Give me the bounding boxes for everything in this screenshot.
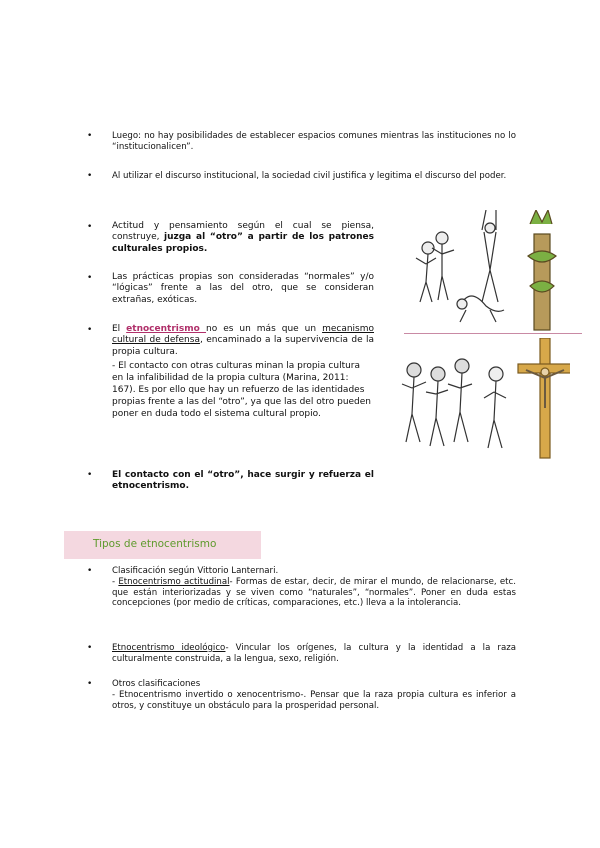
etno-mec-el: El — [112, 324, 127, 334]
etno-definition — [112, 221, 374, 255]
illustration-crucifix-figures — [400, 338, 570, 460]
bullet-2-dot: • — [87, 171, 93, 181]
etno-contacto-sub: - El contacto con otras culturas minan la propia cultura en la infalibilidad de la propia cultura (Marina, 2011: 167). Es por ello que hay un refuerzo de las identidades propias frente a las del “otro”, ya que las del otro pueden poner en duda todo el sistema cultural propio. — [112, 361, 372, 419]
illustration-kneeling-figures — [400, 210, 570, 332]
bullet-6-dot: • — [87, 470, 93, 480]
bullet-9-dot: • — [87, 679, 93, 689]
etno-mecanismo — [112, 324, 374, 358]
clasif-lanternari-title: Clasificación según Vittorio Lanternari. — [112, 566, 279, 576]
clasif-actitudinal-text: - Formas de estar, decir, de mirar el mundo, de relacionarse, etc. que están interiorizadas y se viven como “naturales”, “normales”. Poner en duda estas concepciones (por medio de críticas, comparaciones, etc.) lleva a la intolerancia. — [112, 577, 516, 609]
section-title: Tipos de etnocentrismo — [93, 538, 217, 550]
etno-term: etnocentrismo — [126, 324, 207, 334]
bullet-2-text: Al utilizar el discurso institucional, la sociedad civil justifica y legitima el discurso del poder. — [112, 171, 507, 181]
bullet-1-text: Luego: no hay posibilidades de establecer espacios comunes mientras las instituciones no lo “institucionalicen”. — [112, 131, 516, 152]
clasif-ideologico-text: - Vincular los orígenes, la cultura y la identidad a la raza culturalmente construida, a la lengua, sexo, religión. — [112, 643, 517, 664]
etno-mec-term: mecanismo cultural de defensa — [112, 324, 374, 346]
bullet-1-dot: • — [87, 131, 93, 141]
clasif-ideologico — [112, 643, 516, 664]
clasif-xenocentrismo: - Etnocentrismo invertido o xenocentrismo-. Pensar que la raza propia cultura es inferior a otros, y constituye un obstáculo para la prosperidad personal. — [112, 690, 516, 711]
illustration-divider — [404, 333, 582, 334]
bullet-8-dot: • — [87, 643, 93, 653]
etno-def-juzga: juzga — [164, 232, 192, 243]
bullet-7-dot: • — [87, 566, 93, 576]
etno-def-part2: al “otro” a partir de los patrones culturales propios. — [112, 232, 374, 254]
etno-mec-mid: no es un más que un — [206, 324, 323, 334]
etno-mec-end: , encaminado a la supervivencia de la propia cultura. — [112, 335, 374, 357]
etno-practicas: Las prácticas propias son consideradas “normales” y/o “lógicas” frente a las del otro, que se consideran extrañas, exóticas. — [112, 272, 374, 305]
clasif-dash: - — [112, 577, 119, 587]
clasif-ideologico-term: Etnocentrismo ideológico — [112, 643, 226, 653]
bullet-4-dot: • — [87, 273, 93, 283]
clasif-otros-title: Otros clasificaciones — [112, 679, 201, 689]
etno-contacto-otro: El contacto con el “otro”, hace surgir y refuerza el etnocentrismo. — [112, 470, 374, 492]
bullet-3-dot: • — [87, 222, 93, 232]
section-title-box — [64, 531, 261, 559]
etno-def-part1: Actitud y pensamiento según el cual se piensa, construye, — [112, 221, 374, 243]
clasif-actitudinal-term: Etnocentrismo actitudinal — [118, 577, 230, 587]
clasif-actitudinal — [112, 577, 516, 609]
bullet-5-dot: • — [87, 325, 93, 335]
